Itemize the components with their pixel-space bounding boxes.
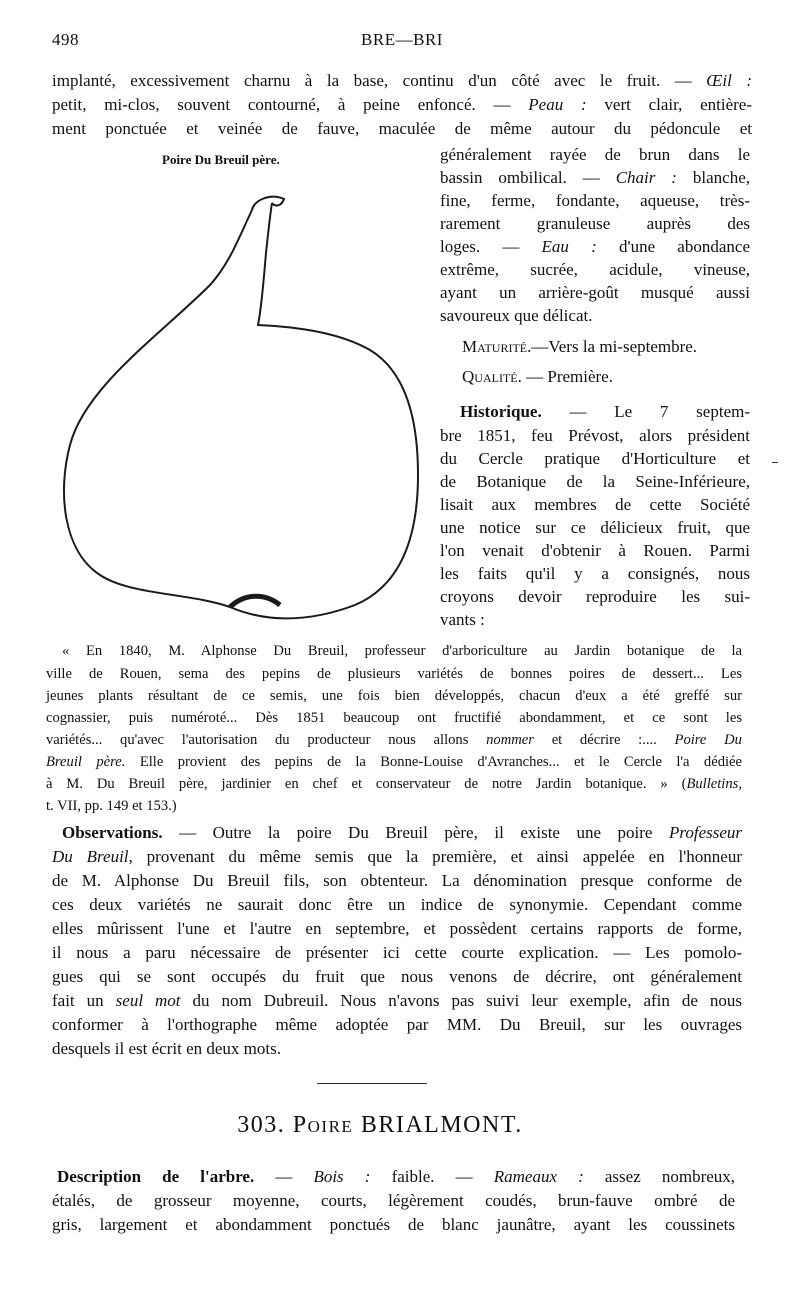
text-line: Du Breuil, provenant du même semis que la première, et ainsi appelée en l'honneur (52, 847, 742, 866)
text-line: vants : (440, 610, 485, 629)
text-line: bre 1851, feu Prévost, alors président (440, 426, 750, 445)
text-line: loges. — Eau : d'une abondance (440, 237, 750, 256)
text-line: l'on venait d'obtenir à Rouen. Parmi (440, 541, 750, 560)
text-line: lisait aux membres de cette Société (440, 495, 750, 514)
text-line: Description de l'arbre. — Bois : faible. — Rameaux : assez nombreux, (57, 1167, 736, 1186)
text-line: extrême, sucrée, acidule, vineuse, (440, 260, 750, 279)
quality-line: Qualité. — Première. (462, 367, 613, 386)
page-number: 498 (52, 30, 79, 49)
text-line: savoureux que délicat. (440, 306, 593, 325)
text-line: conformer à l'orthographe même adoptée par MM. Du Breuil, sur les ouvrages (52, 1015, 742, 1034)
text-line: fait un seul mot du nom Dubreuil. Nous n'avons pas suivi leur exemple, afin de nous (52, 991, 743, 1010)
text-line: de Botanique de la Seine-Inférieure, (440, 472, 750, 491)
text-line: ayant un arrière-goût musqué aussi (440, 283, 750, 302)
text-line: gues qui se sont occupés du fruit que nous venons de décrire, ont généralement (52, 967, 742, 986)
text-line: implanté, excessivement charnu à la base, continu d'un côté avec le fruit. — Œil : (52, 71, 752, 90)
text-line: généralement rayée de brun dans le (440, 145, 750, 164)
text-line: du Cercle pratique d'Horticulture et (440, 449, 750, 468)
quote-line: Breuil père. Elle provient des pepins de la Bonne-Louise d'Avranches... et le Cercle l'a dédiée (46, 754, 742, 770)
text-line: étalés, de grosseur moyenne, courts, légèrement coudés, brun-fauve ombré de (52, 1191, 735, 1210)
section-title: 303. Poire BRIALMONT. (237, 1112, 523, 1138)
maturity-line: Maturité.—Vers la mi-septembre. (462, 337, 698, 356)
quote-line: t. VII, pp. 149 et 153.) (46, 798, 177, 814)
text-line: croyons devoir reproduire les sui- (440, 587, 750, 606)
text-line: Observations. — Outre la poire Du Breuil père, il existe une poire Professeur (62, 823, 743, 842)
section-divider (317, 1083, 427, 1084)
text-line: fine, ferme, fondante, aqueuse, très- (440, 191, 750, 210)
quote-line: ville de Rouen, sema des pepins de plusieurs variétés de bonnes poires de dessert... Les (46, 666, 742, 682)
margin-mark (772, 462, 778, 463)
text-line: Historique. — Le 7 septem- (460, 402, 750, 421)
running-title: BRE—BRI (361, 30, 443, 49)
text-line: de M. Alphonse Du Breuil fils, son obtenteur. La dénomination presque conforme de (52, 871, 742, 890)
text-line: une notice sur ce délicieux fruit, que (440, 518, 750, 537)
text-line: bassin ombilical. — Chair : blanche, (440, 168, 751, 187)
text-line: il nous a paru nécessaire de présenter ici cette courte explication. — Les pomolo- (52, 943, 742, 962)
pear-outline-illustration (40, 175, 440, 635)
text-line: les faits qu'il y a consignés, nous (440, 564, 750, 583)
text-line: petit, mi-clos, souvent contourné, à peine enfoncé. — Peau : vert clair, entière- (52, 95, 753, 114)
text-line: gris, largement et abondamment ponctués de blanc jaunâtre, ayant les coussinets (52, 1215, 735, 1234)
quote-line: à M. Du Breuil père, jardinier en chef et conservateur de notre Jardin botanique. » (Bulletins, (46, 776, 742, 792)
quote-line: jeunes plants résultant de ce semis, une fois bien développés, chacun d'eux a été greffé sur (46, 688, 742, 704)
figure-caption: Poire Du Breuil père. (162, 152, 280, 167)
text-line: elles mûrissent l'une et l'autre en septembre, et possèdent certains rapports de forme, (52, 919, 742, 938)
running-header (52, 30, 752, 54)
quote-line: cognassier, puis numéroté... Dès 1851 beaucoup ont fructifié abondamment, et ce sont les (46, 710, 742, 726)
text-line: rarement granuleuse auprès des (440, 214, 750, 233)
quote-line: variétés... qu'avec l'autorisation du producteur nous allons nommer et décrire :.... Poire Du (46, 732, 742, 748)
text-line: desquels il est écrit en deux mots. (52, 1039, 281, 1058)
quote-line: « En 1840, M. Alphonse Du Breuil, professeur d'arboriculture au Jardin botanique de la (62, 643, 742, 659)
text-line: ces deux variétés ne saurait donc être un indice de synonymie. Cependant comme (52, 895, 742, 914)
text-line: ment ponctuée et veinée de fauve, maculée de même autour du pédoncule et (52, 119, 752, 138)
